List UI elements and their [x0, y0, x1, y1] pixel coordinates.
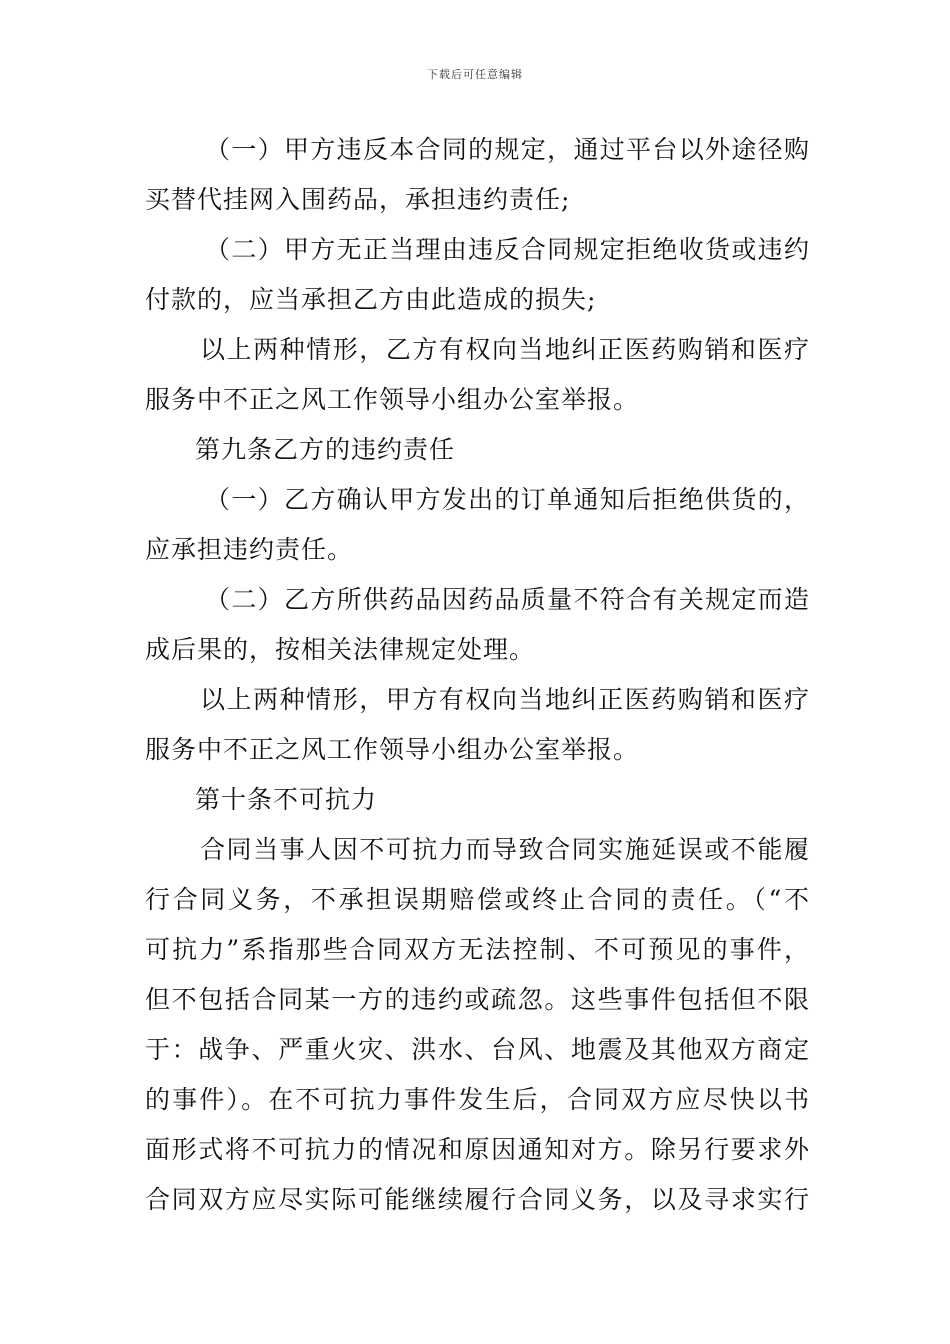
paragraph-line: （二）甲方无正当理由违反合同规定拒绝收货或违约: [205, 235, 810, 264]
paragraph-line: 服务中不正之风工作领导小组办公室举报。: [145, 385, 640, 414]
paragraph-line: 于：战争、严重火灾、洪水、台风、地震及其他双方商定: [145, 1035, 810, 1064]
paragraph-line: 合同双方应尽实际可能继续履行合同义务，以及寻求实行: [145, 1185, 810, 1214]
paragraph-line: （二）乙方所供药品因药品质量不符合有关规定而造: [205, 585, 810, 614]
paragraph-line: 买替代挂网入围药品，承担违约责任;: [145, 185, 571, 214]
paragraph-line: 付款的，应当承担乙方由此造成的损失;: [145, 285, 597, 314]
section-heading: 第十条不可抗力: [195, 785, 378, 814]
paragraph-line: 服务中不正之风工作领导小组办公室举报。: [145, 735, 640, 764]
paragraph-line: （一）乙方确认甲方发出的订单通知后拒绝供货的，: [205, 485, 810, 514]
paragraph-line: 行合同义务，不承担误期赔偿或终止合同的责任。（“不: [145, 885, 810, 914]
section-heading: 第九条乙方的违约责任: [195, 435, 456, 464]
page-header: 下载后可任意编辑: [427, 68, 523, 81]
paragraph-line: 以上两种情形，乙方有权向当地纠正医药购销和医疗: [200, 335, 810, 364]
paragraph-line: 但不包括合同某一方的违约或疏忽。这些事件包括但不限: [145, 985, 810, 1014]
paragraph-line: 合同当事人因不可抗力而导致合同实施延误或不能履: [200, 835, 810, 864]
paragraph-line: （一）甲方违反本合同的规定，通过平台以外途径购: [205, 135, 810, 164]
paragraph-line: 的事件）。在不可抗力事件发生后，合同双方应尽快以书: [145, 1085, 810, 1114]
paragraph-line: 以上两种情形，甲方有权向当地纠正医药购销和医疗: [200, 685, 810, 714]
paragraph-line: 成后果的，按相关法律规定处理。: [145, 635, 536, 664]
paragraph-line: 面形式将不可抗力的情况和原因通知对方。除另行要求外: [145, 1135, 810, 1164]
paragraph-line: 应承担违约责任。: [145, 535, 354, 564]
paragraph-line: 可抗力”系指那些合同双方无法控制、不可预见的事件，: [145, 935, 810, 964]
